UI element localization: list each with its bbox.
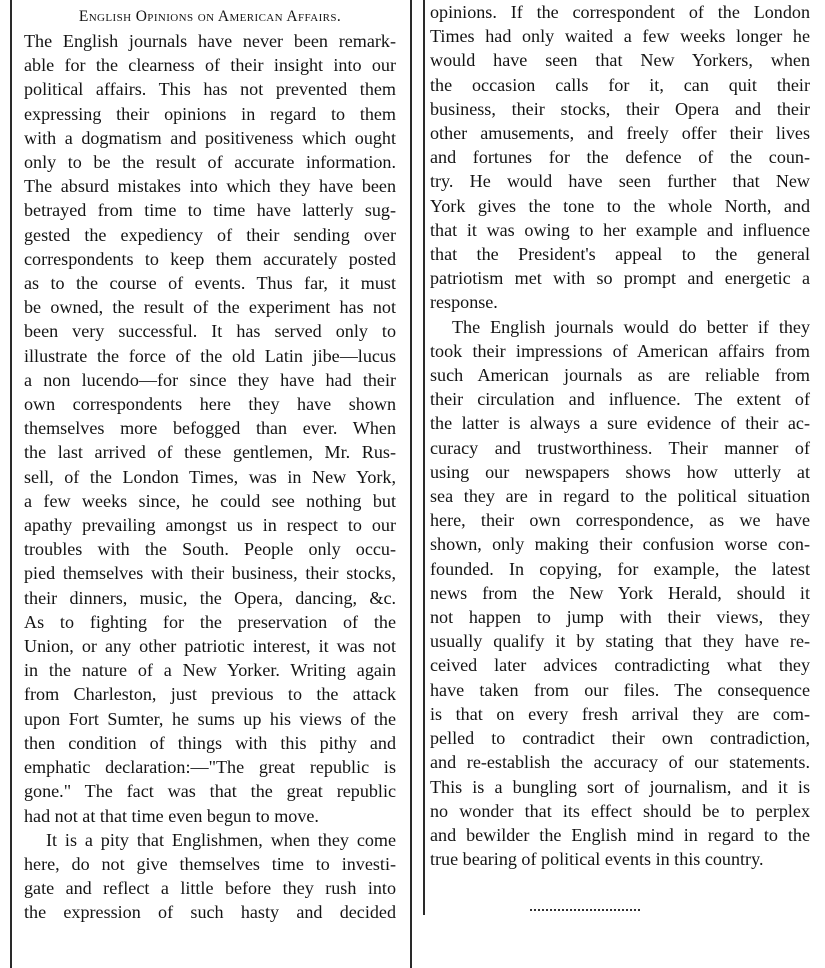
text-line: business, their stocks, their Opera and their — [430, 98, 810, 119]
text-line: curacy and trustworthiness. Their manner of — [430, 437, 810, 458]
text-line: and bewilder the English mind in regard to the — [430, 824, 810, 845]
column-rule-middle — [410, 0, 412, 968]
text-line: able for the clearness of their insight into our — [24, 55, 396, 76]
text-line: the latter is always a sure evidence of their ac- — [430, 413, 810, 434]
text-line: their circulation and influence. The extent of — [430, 389, 810, 410]
text-line: a non lucendo—for since they have had their — [24, 369, 396, 390]
text-line: patriotism met with so prompt and energetic a — [430, 268, 810, 289]
text-line: and fortunes for the defence of the coun- — [430, 147, 810, 168]
text-line: shown, only making their confusion worse con- — [430, 534, 810, 555]
text-line: here, their own correspondence, as we have — [430, 510, 810, 531]
text-line: took their impressions of American affairs from — [430, 340, 810, 361]
text-line: as to the course of events. Thus far, it must — [24, 273, 396, 294]
text-line: a few weeks since, he could see nothing but — [24, 490, 396, 511]
text-line: upon Fort Sumter, he sums up his views of the — [24, 708, 396, 729]
text-line: opinions. If the correspondent of the London — [430, 2, 810, 22]
text-line: from Charleston, just previous to the attack — [24, 684, 396, 705]
text-line: own correspondents here they have shown — [24, 394, 396, 415]
text-line: illustrate the force of the old Latin jibe—lucus — [24, 345, 396, 366]
article-headline: English Opinions on American Affairs. — [78, 8, 342, 25]
text-line: such American journals as are reliable from — [430, 365, 810, 386]
article-column-left — [24, 0, 396, 925]
text-line: then condition of things with this pithy and — [24, 732, 396, 753]
text-line: only to be the result of accurate information. — [24, 152, 396, 173]
text-line: had not at that time even begun to move. — [24, 805, 319, 826]
text-line: here, do not give themselves time to investi- — [24, 853, 396, 874]
text-line: not happen to jump with their views, they — [430, 607, 810, 628]
text-line: news from the New York Herald, should it — [430, 582, 810, 603]
text-line: The absurd mistakes into which they have been — [24, 176, 396, 197]
text-line: correspondents to keep them accurately posted — [24, 248, 396, 269]
text-line: usually qualify it by stating that they have re- — [430, 631, 810, 652]
text-line: gate and reflect a little before they rush into — [24, 878, 396, 899]
text-line: gested the expediency of their sending over — [24, 224, 396, 245]
text-line: that it was owing to her example and influence — [430, 219, 810, 240]
text-line: founded. In copying, for example, the latest — [430, 558, 810, 579]
text-line: pied themselves with their business, their stocks, — [24, 563, 396, 584]
text-line: would have seen that New Yorkers, when — [430, 50, 810, 71]
column-rule-right — [423, 0, 425, 915]
text-line: been very successful. It has served only to — [24, 321, 396, 342]
text-line: York gives the tone to the whole North, and — [430, 195, 810, 216]
text-line: apathy prevailing amongst us in respect to our — [24, 515, 396, 536]
text-line: pelled to contradict their own contradiction, — [430, 728, 810, 749]
text-line: is that on every fresh arrival they are com- — [430, 703, 810, 724]
text-line: the expression of such hasty and decided — [24, 902, 396, 923]
text-line: in the nature of a New Yorker. Writing again — [24, 660, 396, 681]
text-line: be owned, the result of the experiment has not — [24, 297, 396, 318]
text-line: The English journals would do better if they — [452, 316, 810, 337]
text-line: the occasion calls for it, can quit their — [430, 74, 810, 95]
text-line: emphatic declaration:—"The great republic is — [24, 757, 396, 778]
text-line: Union, or any other patriotic interest, it was not — [24, 636, 396, 657]
text-line: troubles with the South. People only occu- — [24, 539, 396, 560]
text-line: sell, of the London Times, was in New York, — [24, 466, 396, 487]
text-line: This is a bungling sort of journalism, and it is — [430, 776, 810, 797]
text-line: other amusements, and freely offer their lives — [430, 123, 810, 144]
article-column-right — [430, 0, 810, 871]
text-line: the last arrived of these gentlemen, Mr. Rus- — [24, 442, 396, 463]
text-line: political affairs. This has not prevented them — [24, 79, 396, 100]
text-line: themselves more befogged than ever. When — [24, 418, 396, 439]
text-line: have taken from our files. The consequence — [430, 679, 810, 700]
text-line: gone." The fact was that the great republic — [24, 781, 396, 802]
text-line: As to fighting for the preservation of the — [24, 611, 396, 632]
text-line: expressing their opinions in regard to them — [24, 103, 396, 124]
text-line: It is a pity that Englishmen, when they come — [46, 829, 396, 850]
text-line: ceived later advices contradicting what they — [430, 655, 810, 676]
text-line: try. He would have seen further that New — [430, 171, 810, 192]
text-line: their dinners, music, the Opera, dancing, &c. — [24, 587, 396, 608]
text-line: that the President's appeal to the general — [430, 244, 810, 265]
text-line: Times had only waited a few weeks longer he — [430, 26, 810, 47]
text-line: The English journals have never been remark- — [24, 31, 396, 51]
text-line: response. — [430, 292, 498, 313]
article-end-rule — [530, 909, 640, 914]
text-line: and re-establish the accuracy of our statements. — [430, 752, 810, 773]
right-column-text — [430, 0, 810, 871]
text-line: no wonder that its effect should be to perplex — [430, 800, 810, 821]
text-line: using our newspapers shows how utterly at — [430, 461, 810, 482]
text-line: betrayed from time to time have latterly sug- — [24, 200, 396, 221]
text-line: true bearing of political events in this country. — [430, 849, 764, 870]
text-line: sea they are in regard to the political situation — [430, 486, 810, 507]
column-rule-left — [10, 0, 12, 968]
left-column-text — [24, 29, 396, 925]
text-line: with a dogmatism and positiveness which ought — [24, 127, 396, 148]
